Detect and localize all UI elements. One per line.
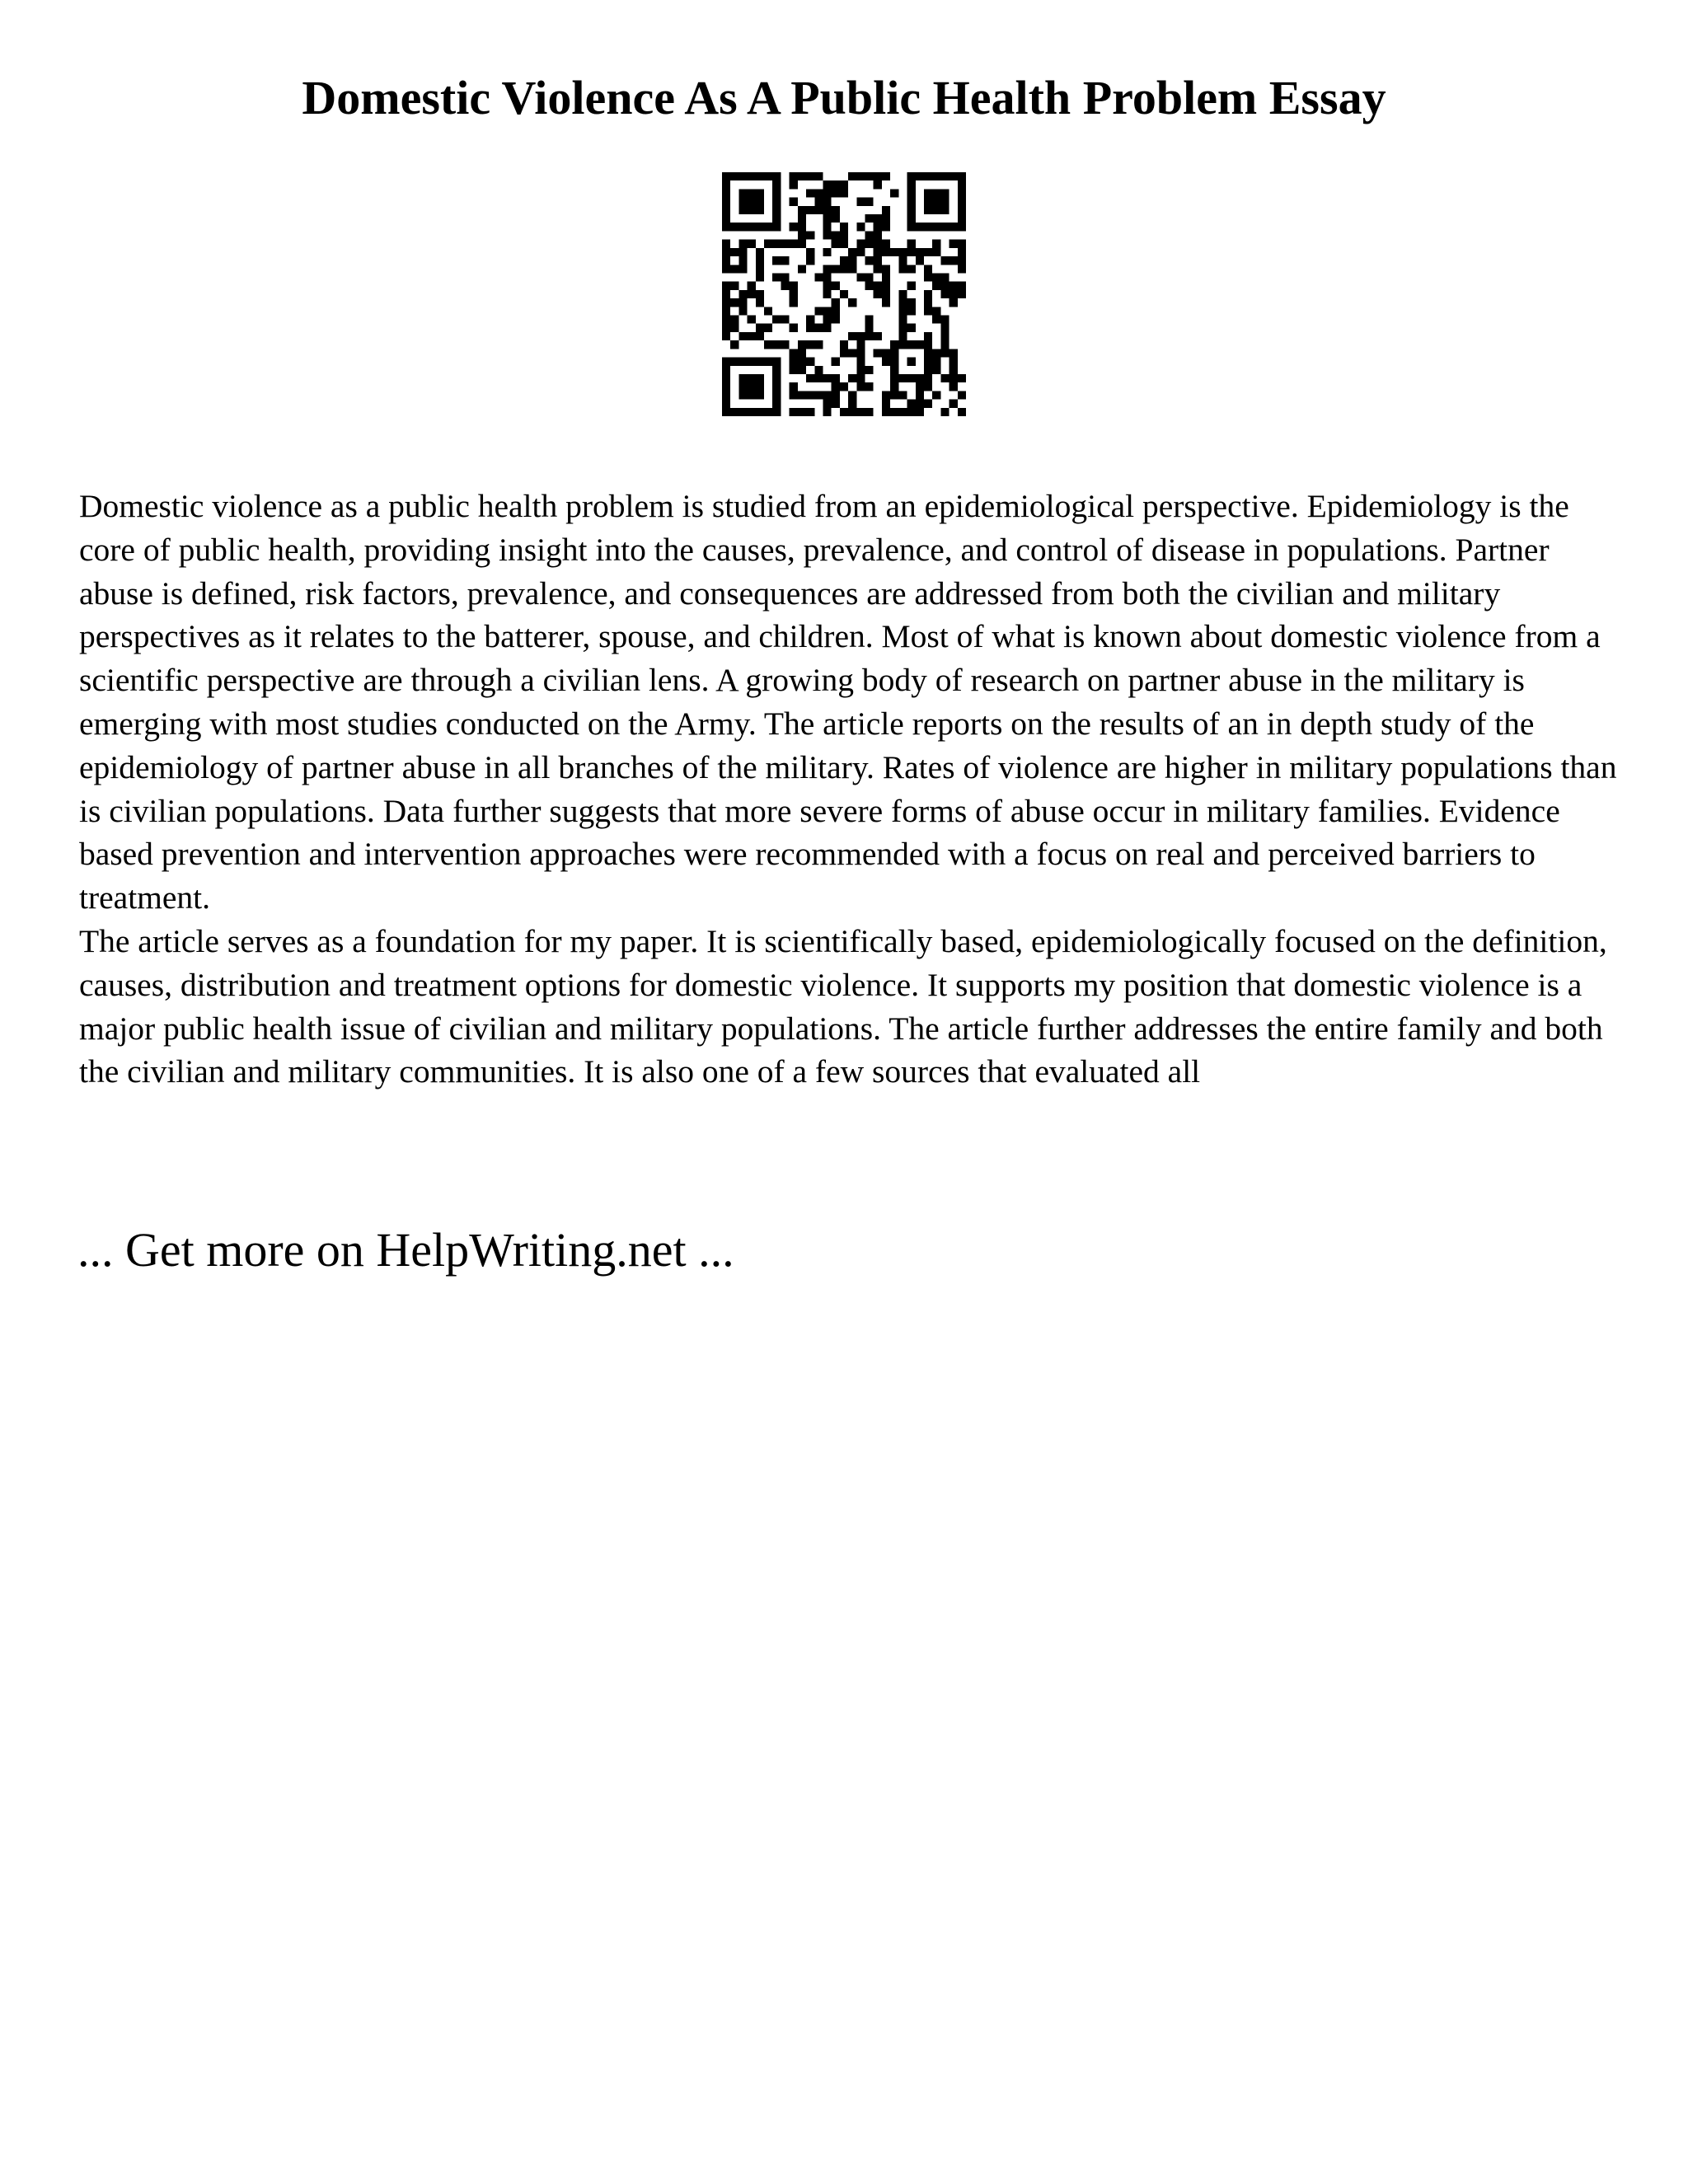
essay-paragraph-1: Domestic violence as a public health problem is studied from an epidemiological perspective. Epidemiology is the core of public health, providing insight into the causes, prevalence, and control of disease in populations. Partner abuse is defined, risk factors, prevalence, and consequences are addressed from both the civilian and military perspectives as it relates to the batterer, spouse, and children. Most of what is known about domestic violence from a scientific perspective are through a civilian lens. A growing body of research on partner abuse in the military is emerging with most studies conducted on the Army. The article reports on the results of an in depth study of the epidemiology of partner abuse in all branches of the military. Rates of violence are higher in military populations than is civilian populations. Data further suggests that more severe forms of abuse occur in military families. Evidence based prevention and intervention approaches were recommended with a focus on real and perceived barriers to treatment.: [79, 488, 1617, 916]
essay-paragraph-2: The article serves as a foundation for my paper. It is scientifically based, epidemiologically focused on the definition, causes, distribution and treatment options for domestic violence. It supports my position that domestic violence is a major public health issue of civilian and military populations. The article further addresses the entire family and both the civilian and military communities. It is also one of a few sources that evaluated all: [79, 922, 1607, 1090]
essay-body: [79, 485, 1629, 1094]
document-title: Domestic Violence As A Public Health Problem Essay: [302, 70, 1386, 124]
qr-code-icon: [722, 172, 966, 416]
get-more-link[interactable]: ... Get more on HelpWriting.net ...: [77, 1223, 734, 1277]
